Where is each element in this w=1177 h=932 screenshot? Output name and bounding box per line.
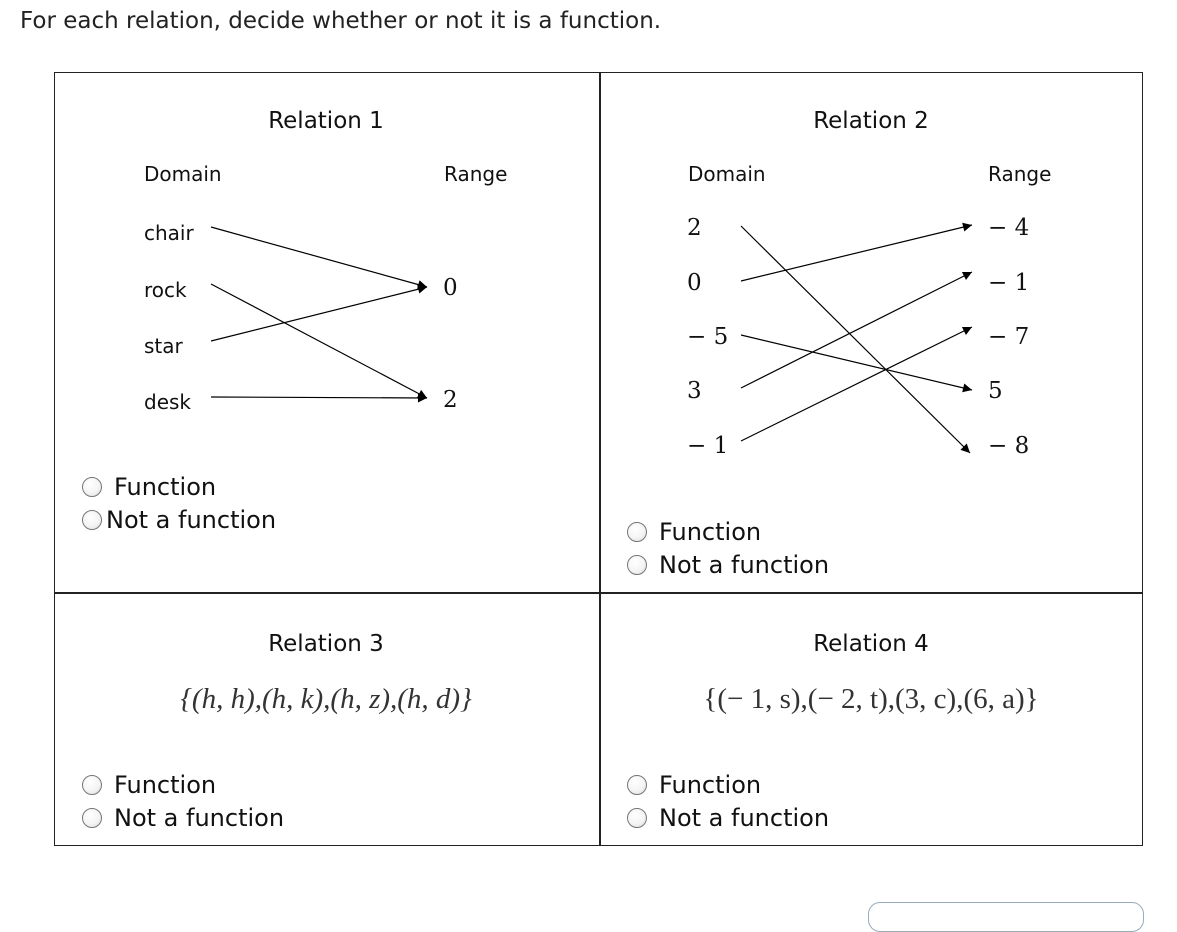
relation-3-set: {(h, h),(h, k),(h, z),(h, d)} [180, 683, 472, 715]
relation-2-domain-item: − 1 [687, 433, 729, 459]
relation-2-domain-item: − 5 [687, 324, 729, 350]
relation-4-title: Relation 4 [813, 631, 929, 657]
option-label: Function [114, 771, 217, 799]
arrow-star-to-0 [211, 287, 427, 341]
arrow-3-to-neg1 [741, 272, 972, 388]
relation-1-range-item: 2 [443, 387, 458, 413]
relation-2-range-item: − 4 [988, 215, 1030, 241]
relation-1-title: Relation 1 [268, 108, 384, 134]
relation-1-range-header: Range [444, 162, 508, 186]
radio-button[interactable] [627, 808, 647, 828]
relation-2-range-item: − 8 [988, 433, 1030, 459]
relation-3-function-option[interactable] [82, 771, 216, 799]
relation-1-range-item: 0 [443, 275, 458, 301]
relation-1-domain-item: rock [144, 278, 187, 302]
answer-button[interactable] [868, 902, 1144, 932]
relation-2-domain-item: 2 [687, 215, 702, 241]
relation-3-title: Relation 3 [268, 631, 384, 657]
relation-4-function-option[interactable] [627, 771, 761, 799]
option-label: Function [114, 473, 217, 501]
relation-2-range-item: − 7 [988, 324, 1030, 350]
relation-2-domain-header: Domain [688, 162, 766, 186]
arrow-neg1-to-neg7 [741, 327, 972, 441]
arrow-chair-to-0 [211, 227, 427, 287]
radio-button[interactable] [82, 808, 102, 828]
radio-button[interactable] [82, 775, 102, 795]
relation-1-domain-item: star [144, 334, 183, 358]
arrow-desk-to-2 [211, 397, 427, 398]
option-label: Function [659, 518, 762, 546]
relation-2-domain-item: 3 [687, 378, 702, 404]
relation-4-set: {(− 1, s),(− 2, t),(3, c),(6, a)} [703, 683, 1039, 715]
arrow-2-to-neg8 [741, 226, 970, 453]
option-label: Not a function [659, 551, 830, 579]
relation-1-domain-item: chair [144, 221, 194, 245]
option-label: Function [659, 771, 762, 799]
relation-1-domain-header: Domain [144, 162, 222, 186]
option-label: Not a function [659, 804, 830, 832]
option-label: Not a function [114, 804, 285, 832]
relation-2-range-header: Range [988, 162, 1052, 186]
arrow-0-to-neg4 [741, 225, 972, 281]
option-label: Not a function [106, 506, 277, 534]
relation-1-domain-item: desk [144, 390, 192, 414]
arrow-neg5-to-5 [741, 335, 972, 390]
radio-button[interactable] [627, 775, 647, 795]
arrow-rock-to-2 [211, 284, 427, 398]
relation-2-title: Relation 2 [813, 108, 929, 134]
relation-3-not-function-option[interactable] [82, 804, 284, 832]
relation-2-range-item: 5 [988, 378, 1003, 404]
instructions: For each relation, decide whether or not it is a function. [20, 8, 662, 34]
relation-4-not-function-option[interactable] [627, 804, 829, 832]
relation-2-range-item: − 1 [988, 270, 1030, 296]
relation-2-domain-item: 0 [687, 270, 702, 296]
